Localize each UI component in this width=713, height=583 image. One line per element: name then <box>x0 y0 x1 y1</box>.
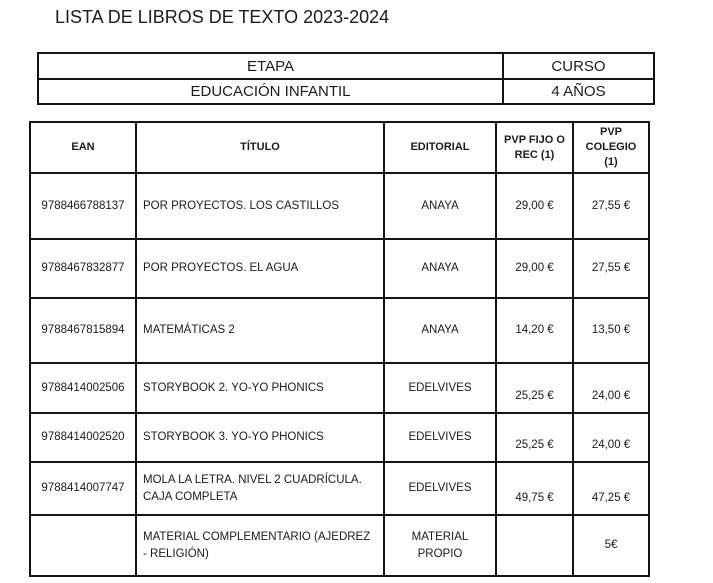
pvp-colegio-cell: 24,00 € <box>573 413 649 462</box>
table-row <box>30 239 649 298</box>
pvp-fijo-cell: 25,25 € <box>496 363 573 413</box>
etapa-label: ETAPA <box>38 53 503 79</box>
etapa-curso-table <box>37 52 655 105</box>
pvp-fijo-cell: 29,00 € <box>496 173 573 239</box>
table-row <box>30 462 649 515</box>
column-header-titulo: TÍTULO <box>136 122 384 173</box>
titulo-cell: MATERIAL COMPLEMENTARIO (AJEDREZ - RELIGIÓN) <box>136 515 384 576</box>
editorial-cell: EDELVIVES <box>384 363 496 413</box>
pvp-colegio-cell: 27,55 € <box>573 173 649 239</box>
etapa-header-row <box>38 53 654 79</box>
titulo-cell: MOLA LA LETRA. NIVEL 2 CUADRÍCULA. CAJA COMPLETA <box>136 462 384 515</box>
ean-cell: 9788414002520 <box>30 413 136 462</box>
table-row <box>30 298 649 363</box>
editorial-cell: EDELVIVES <box>384 413 496 462</box>
pvp-colegio-cell: 24,00 € <box>573 363 649 413</box>
column-header-pvp-colegio: PVP COLEGIO (1) <box>573 122 649 173</box>
table-row <box>30 363 649 413</box>
ean-cell: 9788467815894 <box>30 298 136 363</box>
ean-cell <box>30 515 136 576</box>
pvp-colegio-cell: 27,55 € <box>573 239 649 298</box>
titulo-cell: POR PROYECTOS. EL AGUA <box>136 239 384 298</box>
column-header-editorial: EDITORIAL <box>384 122 496 173</box>
page-title: LISTA DE LIBROS DE TEXTO 2023-2024 <box>55 7 390 27</box>
etapa-value-row <box>38 79 654 104</box>
books-table <box>29 121 650 577</box>
ean-cell: 9788414002506 <box>30 363 136 413</box>
pvp-fijo-cell <box>496 515 573 576</box>
curso-value: 4 AÑOS <box>503 79 654 104</box>
table-row <box>30 413 649 462</box>
pvp-fijo-cell: 14,20 € <box>496 298 573 363</box>
column-header-pvp-fijo: PVP FIJO O REC (1) <box>496 122 573 173</box>
titulo-cell: STORYBOOK 2. YO-YO PHONICS <box>136 363 384 413</box>
table-row <box>30 173 649 239</box>
curso-label: CURSO <box>503 53 654 79</box>
pvp-fijo-cell: 49,75 € <box>496 462 573 515</box>
ean-cell: 9788466788137 <box>30 173 136 239</box>
editorial-cell: MATERIAL PROPIO <box>384 515 496 576</box>
pvp-colegio-cell: 5€ <box>573 515 649 576</box>
column-header-ean: EAN <box>30 122 136 173</box>
pvp-colegio-cell: 13,50 € <box>573 298 649 363</box>
titulo-cell: POR PROYECTOS. LOS CASTILLOS <box>136 173 384 239</box>
editorial-cell: ANAYA <box>384 298 496 363</box>
titulo-cell: MATEMÁTICAS 2 <box>136 298 384 363</box>
titulo-cell: STORYBOOK 3. YO-YO PHONICS <box>136 413 384 462</box>
table-row <box>30 515 649 576</box>
ean-cell: 9788467832877 <box>30 239 136 298</box>
editorial-cell: EDELVIVES <box>384 462 496 515</box>
ean-cell: 9788414007747 <box>30 462 136 515</box>
pvp-colegio-cell: 47,25 € <box>573 462 649 515</box>
editorial-cell: ANAYA <box>384 173 496 239</box>
books-header-row <box>30 122 649 173</box>
pvp-fijo-cell: 25,25 € <box>496 413 573 462</box>
pvp-fijo-cell: 29,00 € <box>496 239 573 298</box>
etapa-value: EDUCACIÓN INFANTIL <box>38 79 503 104</box>
editorial-cell: ANAYA <box>384 239 496 298</box>
